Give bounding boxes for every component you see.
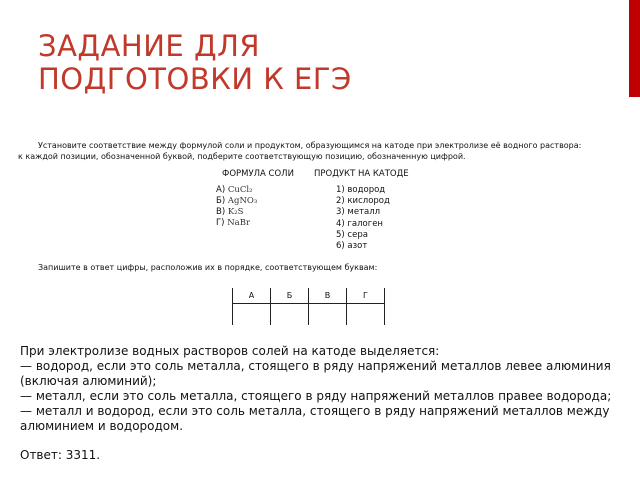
- answer-table-value-row: [233, 304, 385, 326]
- salt-item: [216, 207, 257, 218]
- answer-text: Ответ: 3311.: [20, 448, 101, 463]
- salt-letter: Г): [216, 218, 225, 228]
- answer-header-cell: Б: [271, 288, 309, 304]
- salt-formula: CuCl₂: [227, 185, 253, 195]
- answer-header-cell: В: [309, 288, 347, 304]
- salt-formula: K₂S: [227, 207, 244, 217]
- product-item: 4) галоген: [336, 218, 383, 229]
- salt-formula-header: ФОРМУЛА СОЛИ: [222, 169, 294, 179]
- answer-value-cell[interactable]: [347, 304, 385, 326]
- explanation: [20, 344, 620, 463]
- product-item: 3) металл: [336, 207, 381, 218]
- explanation-point: — металл, если это соль металла, стоящего в ряду напряжений металлов правее водорода;: [20, 388, 612, 403]
- task-statement: [18, 140, 618, 162]
- answer-table-header-row: [233, 288, 385, 304]
- product-item: 6) азот: [336, 241, 368, 252]
- slide-title: [38, 30, 352, 96]
- cathode-product-header: ПРОДУКТ НА КАТОДЕ: [314, 169, 409, 179]
- product-list: [336, 185, 390, 252]
- salt-item: [216, 196, 257, 207]
- title-line-2: ПОДГОТОВКИ К ЕГЭ: [38, 62, 352, 96]
- explanation-point: — водород, если это соль металла, стоящего в ряду напряжений металлов левее алюминия (включая алюминий);: [20, 358, 611, 388]
- spacer: [20, 433, 620, 448]
- salt-list: [216, 185, 257, 229]
- task-line-1: Установите соответствие между формулой соли и продуктом, образующимся на катоде при электролизе её водного раствора:: [38, 141, 582, 150]
- product-item: 5) сера: [336, 229, 368, 240]
- salt-letter: А): [216, 185, 226, 195]
- salt-item: [216, 185, 257, 196]
- answer-table: [232, 288, 385, 325]
- answer-value-cell[interactable]: [271, 304, 309, 326]
- answer-value-cell[interactable]: [309, 304, 347, 326]
- salt-letter: Б): [216, 196, 226, 206]
- salt-letter: В): [216, 207, 226, 217]
- explanation-point: — металл и водород, если это соль металла, стоящего в ряду напряжений металлов между алюминием и водородом.: [20, 403, 610, 433]
- task-line-2: к каждой позиции, обозначенной буквой, подберите соответствующую позицию, обозначенную цифрой.: [18, 152, 466, 161]
- salt-item: [216, 218, 257, 229]
- answer-instruction: Запишите в ответ цифры, расположив их в порядке, соответствующем буквам:: [38, 263, 378, 272]
- accent-bar: [629, 0, 640, 97]
- salt-formula: AgNO₃: [227, 196, 258, 206]
- answer-value-cell[interactable]: [233, 304, 271, 326]
- answer-header-cell: А: [233, 288, 271, 304]
- explanation-intro: При электролизе водных растворов солей на катоде выделяется:: [20, 344, 440, 358]
- answer-header-cell: Г: [347, 288, 385, 304]
- salt-formula: NaBr: [227, 218, 251, 228]
- product-item: 1) водород: [336, 185, 386, 195]
- title-line-1: ЗАДАНИЕ ДЛЯ: [38, 29, 261, 63]
- product-item: 2) кислород: [336, 196, 390, 207]
